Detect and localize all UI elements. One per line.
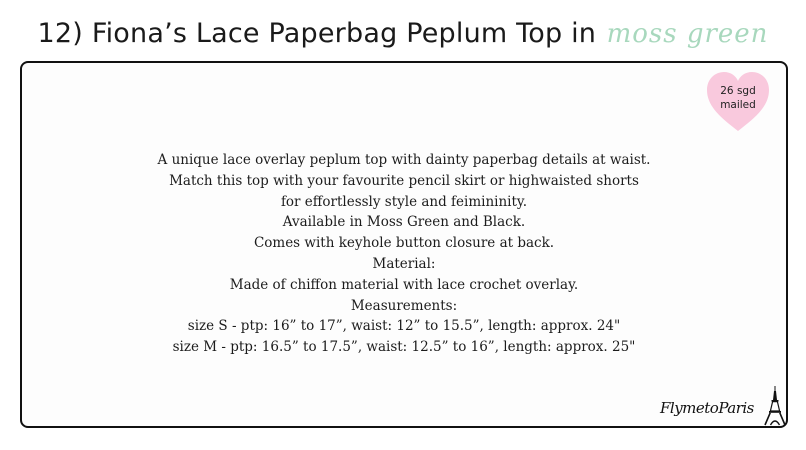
description-line: A unique lace overlay peplum top with dainty paperbag details at waist. — [157, 152, 651, 168]
description-line: Available in Moss Green and Black. — [282, 214, 526, 231]
eiffel-tower-icon — [764, 386, 786, 426]
brand-logo-text: FlymetoParis — [660, 399, 754, 417]
title-main-text: 12) Fiona’s Lace Paperbag Peplum Top in — [37, 18, 597, 49]
product-description — [20, 150, 788, 358]
page-title — [0, 18, 806, 62]
measurements-heading: Measurements: — [350, 297, 458, 314]
material-text: Made of chiffon material with lace crochet overlay. — [229, 276, 579, 293]
size-s-measurements: size S - ptp: 16” to 17”, waist: 12” to 15.5”, length: approx. 24" — [187, 318, 621, 335]
description-line: Match this top with your favourite pencil skirt or highwaisted shorts — [169, 172, 639, 189]
size-m-measurements: size M - ptp: 16.5” to 17.5”, waist: 12.5” to 16”, length: approx. 25" — [172, 339, 636, 356]
price-text: 26 sgd — [720, 85, 756, 97]
price-shipping-note: mailed — [720, 99, 756, 111]
description-line: Comes with keyhole button closure at back. — [253, 235, 555, 252]
material-heading: Material: — [372, 255, 436, 272]
description-line: for effortlessly style and feimininity. — [280, 193, 528, 210]
title-color-accent: moss green — [606, 19, 769, 49]
brand-logo — [660, 386, 788, 426]
price-badge — [706, 71, 770, 133]
